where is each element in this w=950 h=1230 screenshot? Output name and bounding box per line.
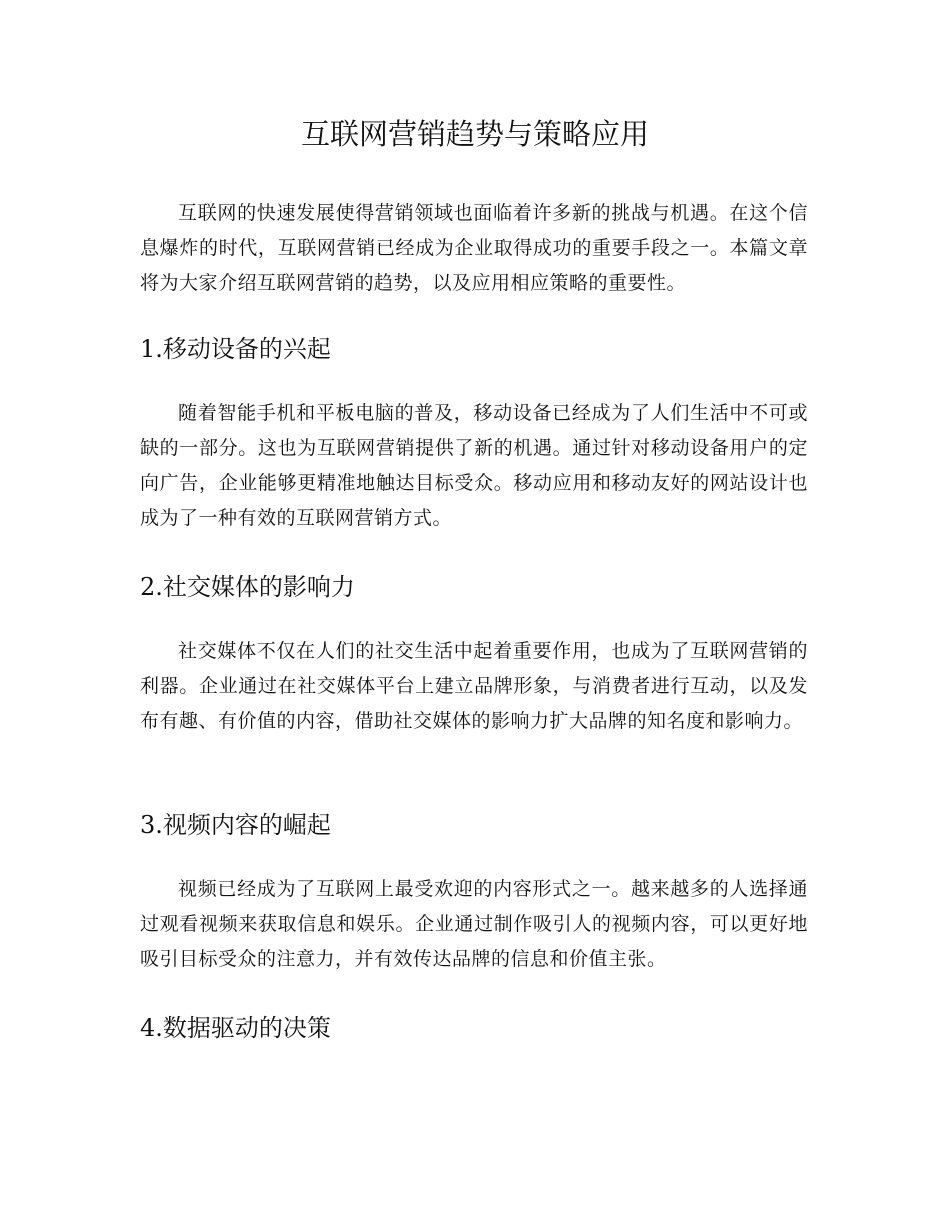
document-title: 互联网营销趋势与策略应用: [300, 117, 649, 151]
section-heading-social-media: 2.社交媒体的影响力: [140, 573, 355, 601]
section-body-social-media: 社交媒体不仅在人们的社交生活中起着重要作用，也成为了互联网营销的利器。企业通过在社交媒体平台上建立品牌形象，与消费者进行互动，以及发布有趣、有价值的内容，借助社交媒体的影响力扩大品牌的知名度和影响力。: [140, 640, 808, 732]
section-body-mobile: 随着智能手机和平板电脑的普及，移动设备已经成为了人们生活中不可或缺的一部分。这也为互联网营销提供了新的机遇。通过针对移动设备用户的定向广告，企业能够更精准地触达目标受众。移动应用和移动友好的网站设计也成为了一种有效的互联网营销方式。: [140, 402, 808, 529]
section-heading-video: 3.视频内容的崛起: [140, 811, 331, 839]
section-heading-data-driven: 4.数据驱动的决策: [140, 1014, 331, 1042]
section-heading-mobile: 1.移动设备的兴起: [140, 335, 331, 363]
section-body-video: 视频已经成为了互联网上最受欢迎的内容形式之一。越来越多的人选择通过观看视频来获取信息和娱乐。企业通过制作吸引人的视频内容，可以更好地吸引目标受众的注意力，并有效传达品牌的信息和价值主张。: [140, 878, 808, 970]
intro-paragraph: 互联网的快速发展使得营销领域也面临着许多新的挑战与机遇。在这个信息爆炸的时代，互联网营销已经成为企业取得成功的重要手段之一。本篇文章将为大家介绍互联网营销的趋势，以及应用相应策略的重要性。: [140, 202, 808, 294]
